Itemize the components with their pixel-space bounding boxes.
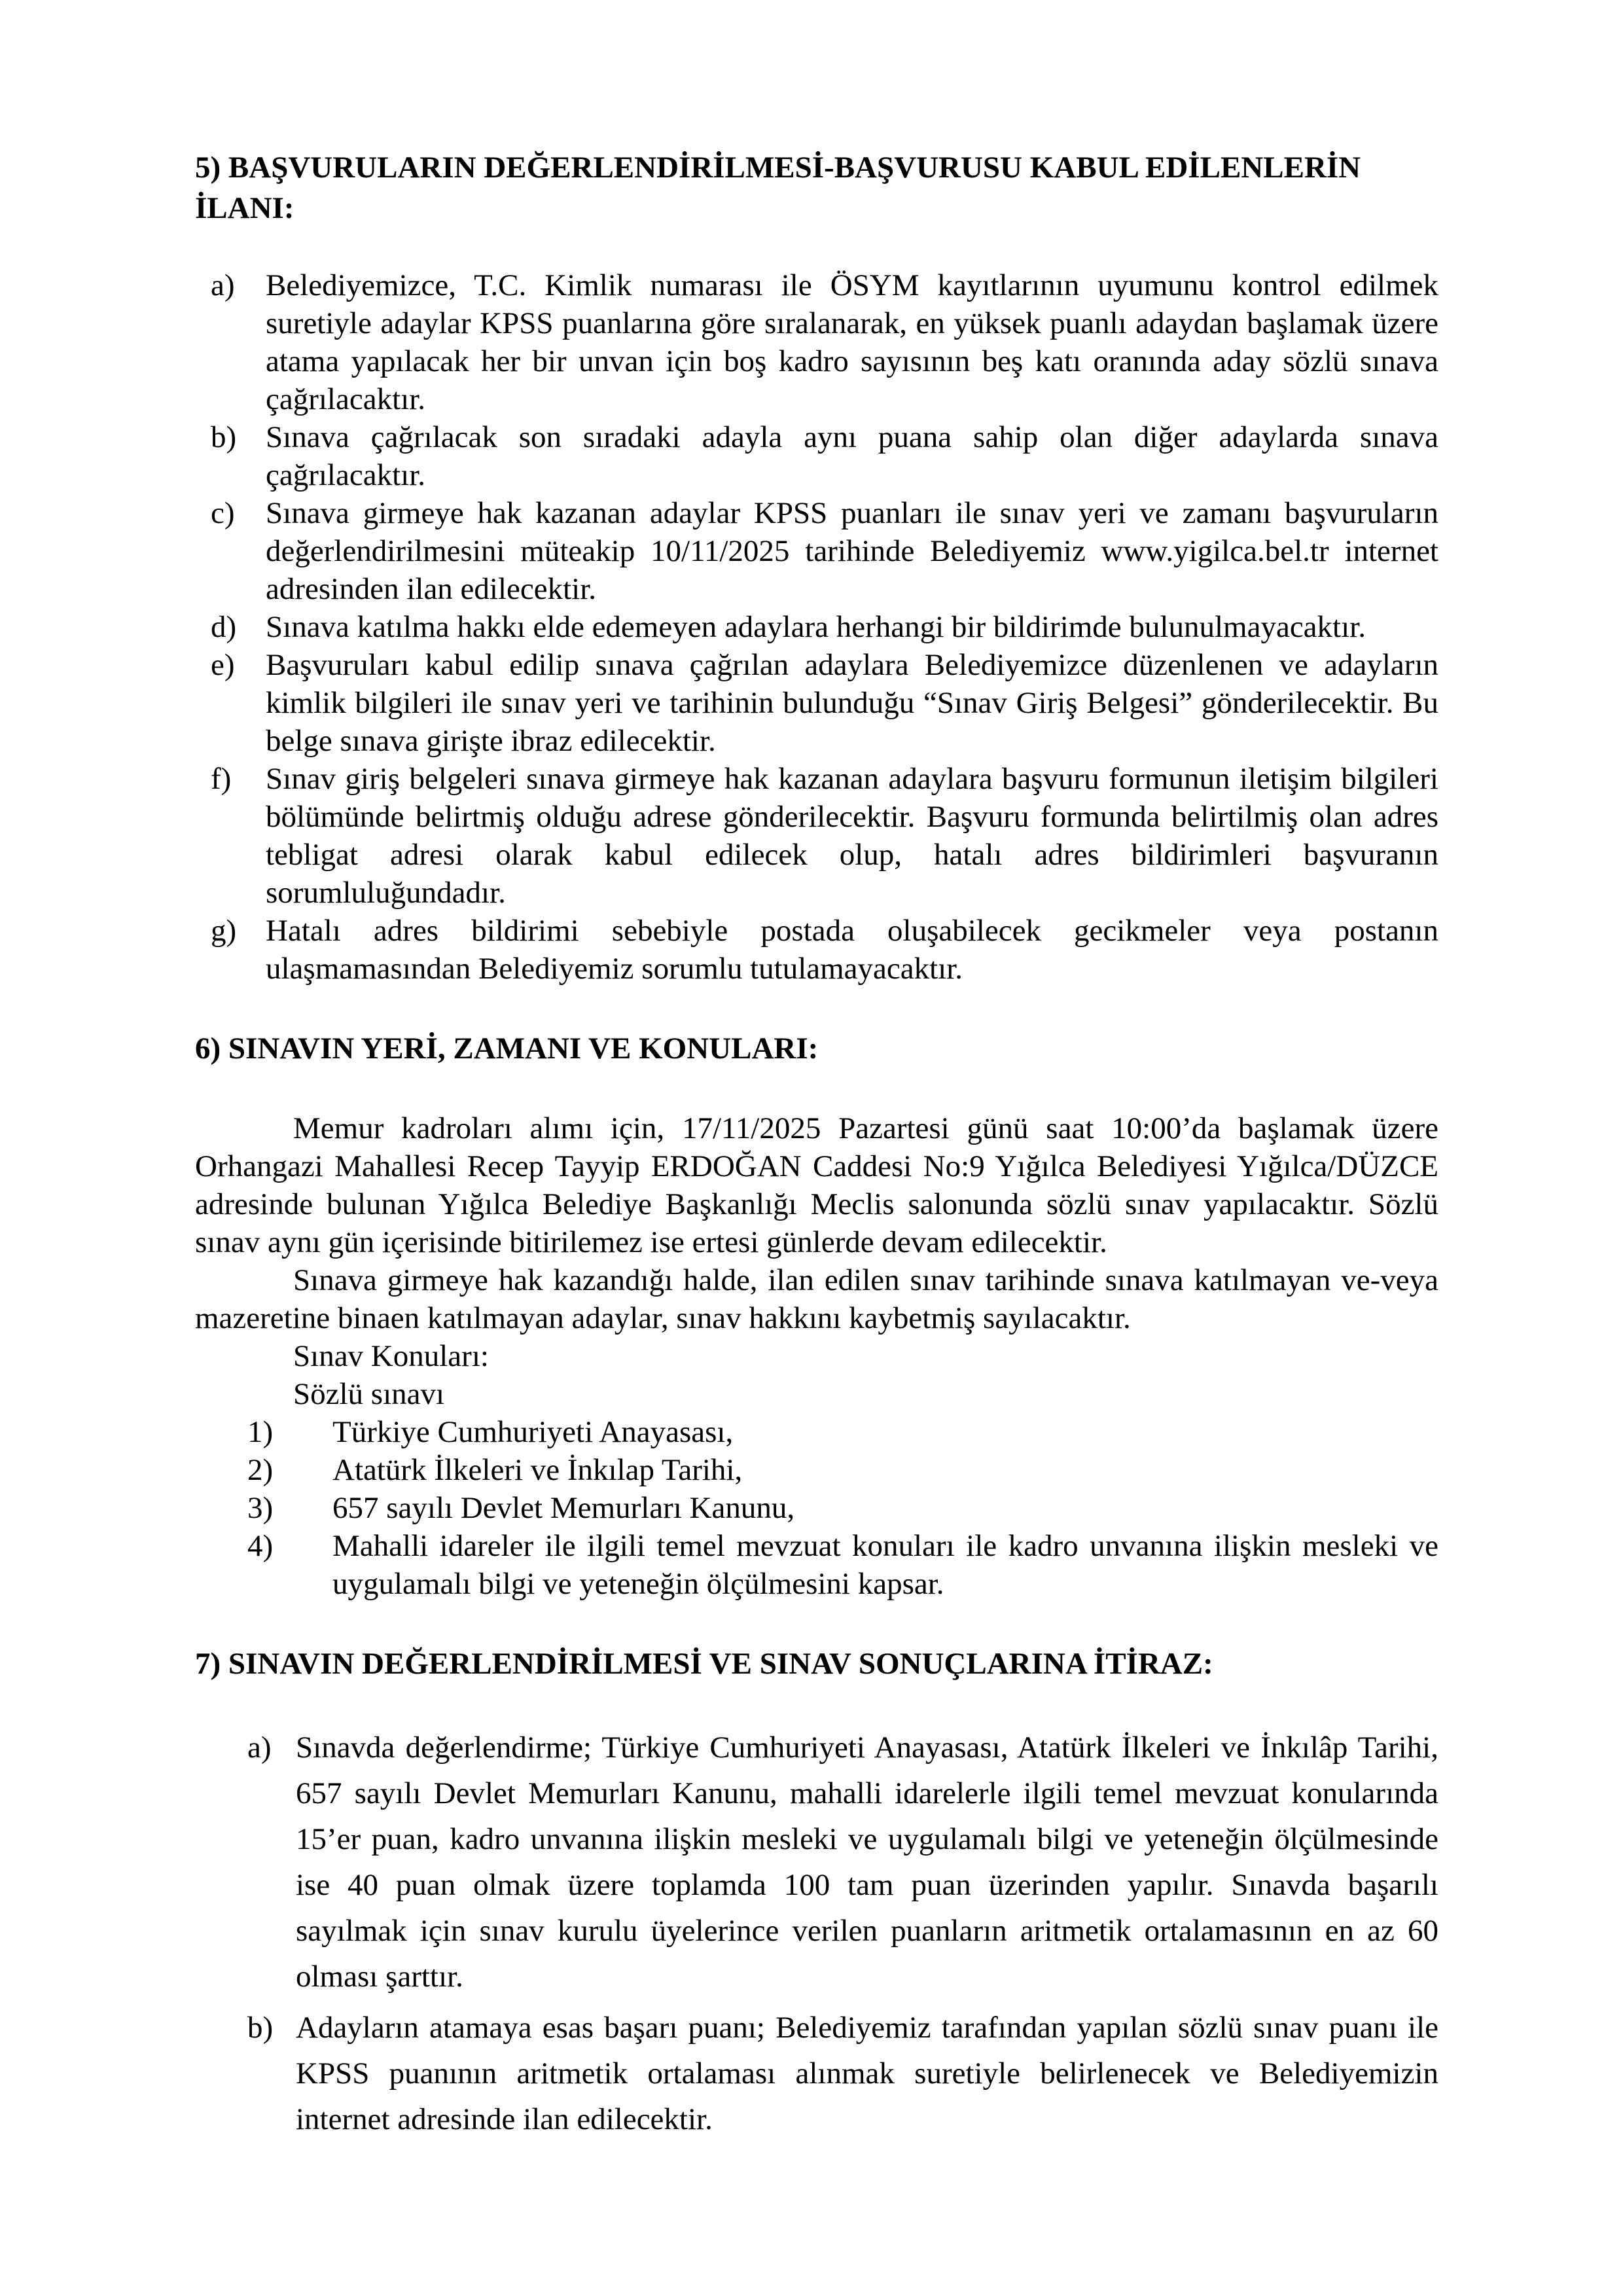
list-item-text: Adayların atamaya esas başarı puanı; Belediyemiz tarafından yapılan sözlü sınav puanı ile KPSS puanının aritmetik ortalaması alınmak suretiyle belirlenecek ve Belediyemizin internet adresinde ilan edilecektir. (296, 2011, 1438, 2136)
list-item (211, 646, 1438, 760)
section-7-title: 7) SINAVIN DEĞERLENDİRİLMESİ VE SINAV SONUÇLARINA İTİRAZ: (195, 1647, 1213, 1681)
list-item (247, 1725, 1438, 2000)
list-item-text: Belediyemizce, T.C. Kimlik numarası ile ÖSYM kayıtlarının uyumunu kontrol edilmek suretiyle adaylar KPSS puanlarına göre sıralanarak, en yüksek puanlı adaydan başlamak üzere atama yapılacak her bir unvan için boş kadro sayısının beş katı oranında aday sözlü sınava çağrılacaktır. (266, 268, 1438, 416)
list-item (247, 1489, 1438, 1527)
absence-paragraph: Sınava girmeye hak kazandığı halde, ilan edilen sınav tarihinde sınava katılmayan ve-veya mazeretine binaen katılmayan adaylar, sınav hakkını kaybetmiş sayılacaktır. (195, 1263, 1438, 1335)
list-item-label: d) (211, 610, 237, 644)
section-5-title: 5) BAŞVURULARIN DEĞERLENDİRİLMESİ-BAŞVURUSU KABUL EDİLENLERİN İLANI: (195, 151, 1361, 225)
list-item-label: g) (211, 914, 237, 948)
list-item-label: 2) (247, 1453, 274, 1487)
section-7-list (195, 1725, 1438, 2142)
list-item-label: 4) (247, 1529, 274, 1563)
list-item (211, 760, 1438, 912)
list-item (211, 912, 1438, 988)
list-item-text: Atatürk İlkeleri ve İnkılap Tarihi, (332, 1453, 743, 1487)
list-item (247, 1527, 1438, 1603)
list-item (247, 2005, 1438, 2142)
list-item-label: f) (211, 762, 232, 796)
list-item (211, 418, 1438, 494)
exam-location-paragraph: Memur kadroları alımı için, 17/11/2025 Pazartesi günü saat 10:00’da başlamak üzere Orhangazi Mahallesi Recep Tayyip ERDOĞAN Caddesi No:9 Yığılca Belediyesi Yığılca/DÜZCE adresinde bulunan Yığılca Belediye Başkanlığı Meclis salonunda sözlü sınav yapılacaktır. Sözlü sınav aynı gün içerisinde bitirilemez ise ertesi günlerde devam edilecektir. (195, 1111, 1438, 1259)
list-item-text: Türkiye Cumhuriyeti Anayasası, (332, 1415, 734, 1449)
list-item-text: Hatalı adres bildirimi sebebiyle postada oluşabilecek gecikmeler veya postanın ulaşmamasından Belediyemiz sorumlu tutulamayacaktır. (266, 914, 1438, 986)
section-7 (195, 1643, 1438, 2142)
list-item-text: Sınav giriş belgeleri sınava girmeye hak kazanan adaylara başvuru formunun iletişim bilgileri bölümünde belirtmiş olduğu adrese gönderilecektir. Başvuru formunda belirtilmiş olan adres tebligat adresi olarak kabul edilecek olup, hatalı adres bildirimleri başvuranın sorumluluğundadır. (266, 762, 1438, 910)
section-6 (195, 1028, 1438, 1603)
list-item-text: Sınava katılma hakkı elde edemeyen adaylara herhangi bir bildirimde bulunulmayacaktır. (266, 610, 1366, 644)
list-item-text: Sınava girmeye hak kazanan adaylar KPSS puanları ile sınav yeri ve zamanı başvuruların değerlendirilmesini müteakip 10/11/2025 tarihinde Belediyemiz www.yigilca.bel.tr internet adresinden ilan edilecektir. (266, 496, 1438, 606)
list-item-label: c) (211, 496, 235, 530)
list-item-label: b) (211, 420, 237, 454)
oral-exam-label: Sözlü sınavı (293, 1377, 445, 1411)
subjects-list (195, 1413, 1438, 1603)
list-item-label: 3) (247, 1491, 274, 1525)
list-item-text: Sınava çağrılacak son sıradaki adayla aynı puana sahip olan diğer adaylarda sınava çağrılacaktır. (266, 420, 1438, 492)
list-item (247, 1451, 1438, 1489)
list-item-label: a) (247, 1731, 272, 1765)
list-item-text: 657 sayılı Devlet Memurları Kanunu, (332, 1491, 795, 1525)
list-item-text: Mahalli idareler ile ilgili temel mevzuat konuları ile kadro unvanına ilişkin mesleki ve uygulamalı bilgi ve yeteneğin ölçülmesini kapsar. (332, 1529, 1438, 1601)
section-5-list (195, 266, 1438, 988)
section-6-title: 6) SINAVIN YERİ, ZAMANI VE KONULARI: (195, 1031, 819, 1066)
list-item-label: 1) (247, 1415, 274, 1449)
list-item-text: Başvuruları kabul edilip sınava çağrılan adaylara Belediyemizce düzenlenen ve adayların kimlik bilgileri ile sınav yeri ve tarihinin bulunduğu “Sınav Giriş Belgesi” gönderilecektir. Bu belge sınava girişte ibraz edilecektir. (266, 648, 1438, 758)
section-5 (195, 147, 1438, 988)
document-page (195, 147, 1438, 2142)
subjects-label: Sınav Konuları: (293, 1339, 489, 1373)
list-item-text: Sınavda değerlendirme; Türkiye Cumhuriyeti Anayasası, Atatürk İlkeleri ve İnkılâp Tarihi, 657 sayılı Devlet Memurları Kanunu, mahalli idarelerle ilgili temel mevzuat konularında 15’er puan, kadro unvanına ilişkin mesleki ve uygulamalı bilgi ve yeteneğin ölçülmesinde ise 40 puan olmak üzere toplamda 100 tam puan üzerinden yapılır. Sınavda başarılı sayılmak için sınav kurulu üyelerince verilen puanların aritmetik ortalamasının en az 60 olması şarttır. (296, 1731, 1438, 1994)
list-item-label: a) (211, 268, 235, 302)
section-6-body (195, 1109, 1438, 1603)
list-item-label: b) (247, 2011, 274, 2045)
list-item-label: e) (211, 648, 235, 682)
list-item (211, 608, 1438, 646)
list-item (247, 1413, 1438, 1451)
list-item (211, 494, 1438, 608)
list-item (211, 266, 1438, 418)
